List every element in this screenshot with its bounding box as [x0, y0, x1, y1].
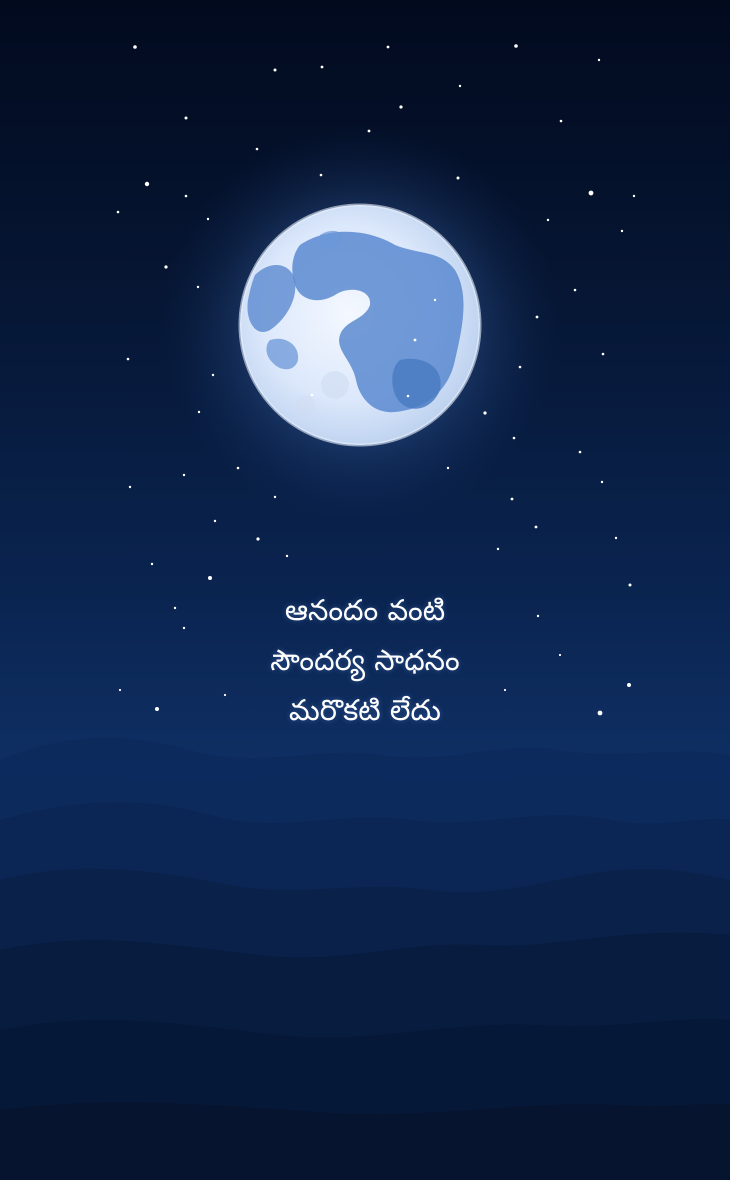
star: [164, 265, 167, 268]
star: [129, 486, 131, 488]
quote-line: సౌందర్య సాధనం: [270, 643, 460, 677]
star: [185, 195, 188, 198]
star: [311, 394, 314, 397]
star: [407, 395, 410, 398]
star: [602, 353, 605, 356]
star: [434, 299, 436, 301]
star: [274, 496, 276, 498]
star: [145, 182, 149, 186]
star: [208, 576, 212, 580]
star: [274, 69, 277, 72]
star: [320, 174, 323, 177]
star: [574, 289, 577, 292]
star: [615, 537, 617, 539]
star: [536, 316, 539, 319]
star: [214, 520, 216, 522]
star: [368, 130, 371, 133]
star: [447, 467, 449, 469]
star: [256, 148, 259, 151]
quote-line: ఆనందం వంటి: [284, 593, 446, 627]
star: [459, 85, 461, 87]
star: [127, 358, 130, 361]
star: [133, 45, 137, 49]
star: [399, 105, 402, 108]
star: [579, 451, 582, 454]
star: [256, 537, 259, 540]
star: [321, 66, 324, 69]
star: [212, 374, 214, 376]
star: [601, 481, 603, 483]
star: [535, 526, 538, 529]
star: [198, 411, 200, 413]
star: [414, 339, 417, 342]
star: [513, 437, 516, 440]
star: [519, 366, 522, 369]
star: [621, 230, 623, 232]
mountain-layer: [0, 1102, 730, 1180]
star: [387, 46, 390, 49]
star: [197, 286, 199, 288]
star: [547, 219, 549, 221]
star: [457, 177, 460, 180]
star: [237, 467, 240, 470]
star: [511, 498, 514, 501]
star: [633, 195, 635, 197]
star: [185, 117, 188, 120]
star: [286, 555, 288, 557]
star: [207, 218, 209, 220]
star: [589, 191, 594, 196]
star: [183, 474, 185, 476]
star: [514, 44, 518, 48]
star: [560, 120, 563, 123]
moon-crater: [321, 371, 349, 399]
star: [497, 548, 499, 550]
star: [483, 411, 486, 414]
quote-line: మరొకటి లేదు: [289, 693, 441, 727]
star: [117, 211, 120, 214]
star: [598, 59, 600, 61]
mountain-silhouettes: [0, 738, 730, 1180]
star: [151, 563, 153, 565]
moon-crater: [295, 395, 315, 415]
quote-text: [0, 585, 730, 735]
